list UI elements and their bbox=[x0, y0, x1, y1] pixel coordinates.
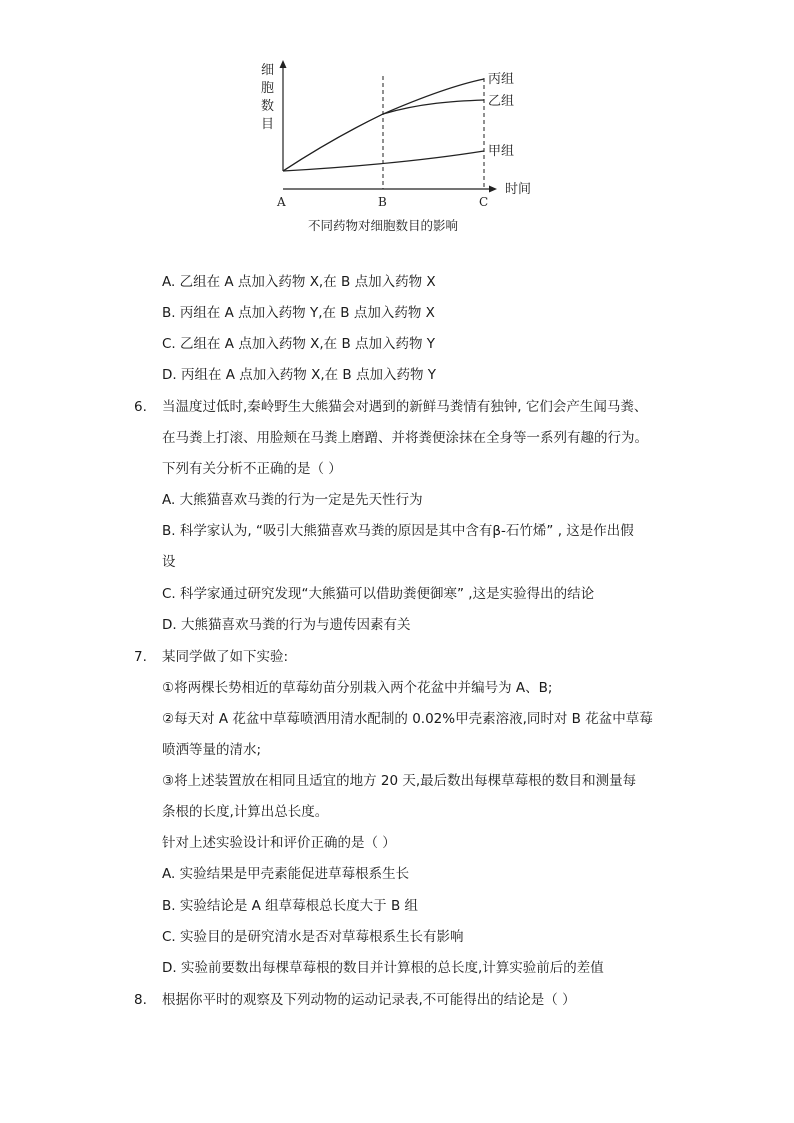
ylabel-char: 目 bbox=[261, 117, 275, 132]
x-axis-arrow bbox=[489, 186, 497, 193]
q7-stem-line: 喷洒等量的清水; bbox=[162, 742, 262, 758]
q7-option-b: B. 实验结论是 A 组草莓根总长度大于 B 组 bbox=[162, 898, 419, 914]
q7-number: 7. bbox=[134, 649, 147, 665]
chart-svg bbox=[255, 58, 545, 238]
q6-option-b: B. 科学家认为, “吸引大熊猫喜欢马粪的原因是其中含有β-石竹烯” , 这是作出假 bbox=[162, 523, 634, 539]
q5-option-c: C. 乙组在 A 点加入药物 X,在 B 点加入药物 Y bbox=[162, 336, 436, 352]
q6-stem-line: 下列有关分析不正确的是（ ） bbox=[162, 461, 342, 477]
q6-option-c: C. 科学家通过研究发现“大熊猫可以借助粪便御寒” ,这是实验得出的结论 bbox=[162, 586, 595, 602]
q8-number: 8. bbox=[134, 992, 147, 1008]
q7-option-a: A. 实验结果是甲壳素能促进草莓根系生长 bbox=[162, 866, 410, 882]
q6-option-a: A. 大熊猫喜欢马粪的行为一定是先天性行为 bbox=[162, 492, 423, 508]
q7-stem-line: ②每天对 A 花盆中草莓喷洒用清水配制的 0.02%甲壳素溶液,同时对 B 花盆中草莓 bbox=[162, 711, 653, 727]
figure-caption: 不同药物对细胞数目的影响 bbox=[308, 218, 459, 233]
q6-option-d: D. 大熊猫喜欢马粪的行为与遗传因素有关 bbox=[162, 617, 411, 633]
q5-option-d: D. 丙组在 A 点加入药物 X,在 B 点加入药物 Y bbox=[162, 367, 437, 383]
cell-count-chart bbox=[255, 58, 545, 238]
ylabel-char: 数 bbox=[261, 99, 275, 114]
q7-stem-line: ①将两棵长势相近的草莓幼苗分别栽入两个花盆中并编号为 A、B; bbox=[162, 680, 553, 696]
q5-option-b: B. 丙组在 A 点加入药物 Y,在 B 点加入药物 X bbox=[162, 305, 435, 321]
xlabel: 时间 bbox=[505, 182, 532, 197]
tick-label-b: B bbox=[378, 195, 387, 209]
q8-stem: 根据你平时的观察及下列动物的运动记录表,不可能得出的结论是（ ） bbox=[162, 992, 576, 1008]
q7-stem-line: 某同学做了如下实验: bbox=[162, 649, 289, 665]
ylabel-char: 细 bbox=[261, 63, 275, 78]
q7-stem-line: ③将上述装置放在相同且适宜的地方 20 天,最后数出每棵草莓根的数目和测量每 bbox=[162, 773, 637, 789]
q7-option-d: D. 实验前要数出每棵草莓根的数目并计算根的总长度,计算实验前后的差值 bbox=[162, 960, 604, 976]
tick-label-c: C bbox=[479, 195, 489, 209]
series-label-jia: 甲组 bbox=[488, 144, 515, 159]
q6-stem-line: 在马粪上打滚、用脸颊在马粪上磨蹭、并将粪便涂抹在全身等一系列有趣的行为。 bbox=[162, 430, 648, 446]
y-axis-arrow bbox=[280, 60, 287, 68]
q6-number: 6. bbox=[134, 399, 147, 415]
q6-stem-line: 当温度过低时,秦岭野生大熊猫会对遇到的新鲜马粪情有独钟, 它们会产生闻马粪、 bbox=[162, 399, 648, 415]
series-label-yi: 乙组 bbox=[488, 94, 515, 109]
tick-label-a: A bbox=[277, 195, 286, 209]
series-label-bing: 丙组 bbox=[488, 72, 515, 87]
q6-option-b-cont: 设 bbox=[162, 554, 176, 570]
q5-option-a: A. 乙组在 A 点加入药物 X,在 B 点加入药物 X bbox=[162, 274, 436, 290]
ylabel-char: 胞 bbox=[261, 81, 275, 96]
q7-stem-line: 针对上述实验设计和评价正确的是（ ） bbox=[162, 835, 396, 851]
q7-option-c: C. 实验目的是研究清水是否对草莓根系生长有影响 bbox=[162, 929, 464, 945]
q7-stem-line: 条根的长度,计算出总长度。 bbox=[162, 804, 329, 820]
